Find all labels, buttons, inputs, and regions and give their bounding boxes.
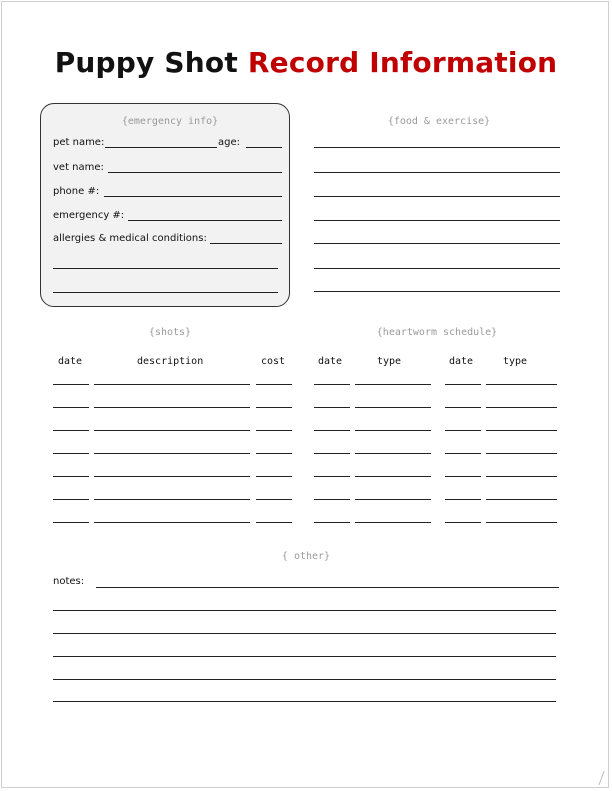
- food-line-2[interactable]: [314, 172, 560, 173]
- emergency-info-box: [40, 103, 290, 307]
- shots-cost-field[interactable]: [256, 384, 292, 385]
- heartworm-col-date-2: date: [449, 356, 474, 367]
- shots-description-field[interactable]: [94, 453, 250, 454]
- phone-label: phone #:: [53, 186, 100, 197]
- notes-line-1[interactable]: [96, 587, 559, 588]
- heartworm-date-field-2[interactable]: [445, 453, 481, 454]
- food-line-4[interactable]: [314, 220, 560, 221]
- shots-description-field[interactable]: [94, 384, 250, 385]
- shots-cost-field[interactable]: [256, 499, 292, 500]
- allergies-label: allergies & medical conditions:: [53, 233, 207, 244]
- heartworm-date-field-2[interactable]: [445, 522, 481, 523]
- heartworm-type-field-1[interactable]: [355, 522, 431, 523]
- emergency-info-heading: {emergency info}: [121, 116, 219, 127]
- heartworm-date-field-1[interactable]: [314, 384, 350, 385]
- notes-line-6[interactable]: [53, 701, 556, 702]
- shots-cost-field[interactable]: [256, 430, 292, 431]
- heartworm-type-field-2[interactable]: [486, 384, 557, 385]
- notes-line-2[interactable]: [53, 610, 556, 611]
- shots-description-field[interactable]: [94, 499, 250, 500]
- food-line-5[interactable]: [314, 243, 560, 244]
- age-field[interactable]: [246, 147, 282, 148]
- emergency-number-label: emergency #:: [53, 210, 125, 221]
- shots-date-field[interactable]: [53, 499, 89, 500]
- age-label: age:: [218, 137, 240, 148]
- food-line-7[interactable]: [314, 291, 560, 292]
- other-heading: { other}: [281, 551, 331, 562]
- shots-date-field[interactable]: [53, 407, 89, 408]
- heartworm-date-field-2[interactable]: [445, 407, 481, 408]
- shots-col-date: date: [58, 356, 83, 367]
- vet-name-field[interactable]: [108, 172, 282, 173]
- vet-name-label: vet name:: [53, 162, 104, 173]
- notes-label: notes:: [53, 576, 85, 587]
- page-title: [0, 46, 612, 79]
- heartworm-date-field-1[interactable]: [314, 476, 350, 477]
- heartworm-date-field-1[interactable]: [314, 407, 350, 408]
- heartworm-type-field-1[interactable]: [355, 499, 431, 500]
- shots-description-field[interactable]: [94, 522, 250, 523]
- food-line-1[interactable]: [314, 147, 560, 148]
- heartworm-date-field-1[interactable]: [314, 499, 350, 500]
- shots-date-field[interactable]: [53, 384, 89, 385]
- heartworm-col-type-2: type: [503, 356, 528, 367]
- phone-field[interactable]: [104, 196, 282, 197]
- heartworm-date-field-2[interactable]: [445, 430, 481, 431]
- heartworm-date-field-2[interactable]: [445, 384, 481, 385]
- notes-line-5[interactable]: [53, 679, 556, 680]
- notes-line-3[interactable]: [53, 633, 556, 634]
- food-exercise-heading: {food & exercise}: [387, 116, 491, 127]
- heartworm-type-field-2[interactable]: [486, 430, 557, 431]
- shots-cost-field[interactable]: [256, 407, 292, 408]
- heartworm-heading: {heartworm schedule}: [376, 327, 498, 338]
- heartworm-col-date-1: date: [318, 356, 343, 367]
- shots-cost-field[interactable]: [256, 522, 292, 523]
- food-line-6[interactable]: [314, 268, 560, 269]
- heartworm-type-field-2[interactable]: [486, 522, 557, 523]
- allergies-line-3[interactable]: [53, 292, 278, 293]
- allergies-field[interactable]: [210, 243, 282, 244]
- food-line-3[interactable]: [314, 196, 560, 197]
- heartworm-date-field-2[interactable]: [445, 476, 481, 477]
- heartworm-type-field-1[interactable]: [355, 476, 431, 477]
- heartworm-type-field-1[interactable]: [355, 384, 431, 385]
- heartworm-col-type-1: type: [377, 356, 402, 367]
- shots-heading: {shots}: [148, 327, 192, 338]
- emergency-number-field[interactable]: [128, 220, 282, 221]
- title-part-1: Puppy Shot: [54, 46, 238, 79]
- allergies-line-2[interactable]: [53, 268, 278, 269]
- shots-col-description: description: [137, 356, 204, 367]
- heartworm-date-field-1[interactable]: [314, 430, 350, 431]
- heartworm-date-field-1[interactable]: [314, 522, 350, 523]
- title-part-2: Record Information: [247, 46, 558, 79]
- shots-cost-field[interactable]: [256, 453, 292, 454]
- heartworm-date-field-2[interactable]: [445, 499, 481, 500]
- shots-date-field[interactable]: [53, 522, 89, 523]
- heartworm-type-field-1[interactable]: [355, 430, 431, 431]
- shots-col-cost: cost: [261, 356, 286, 367]
- heartworm-type-field-2[interactable]: [486, 453, 557, 454]
- pet-name-field[interactable]: [105, 147, 217, 148]
- shots-description-field[interactable]: [94, 407, 250, 408]
- heartworm-type-field-1[interactable]: [355, 453, 431, 454]
- shots-cost-field[interactable]: [256, 476, 292, 477]
- shots-description-field[interactable]: [94, 430, 250, 431]
- heartworm-type-field-2[interactable]: [486, 476, 557, 477]
- heartworm-type-field-1[interactable]: [355, 407, 431, 408]
- shots-description-field[interactable]: [94, 476, 250, 477]
- heartworm-date-field-1[interactable]: [314, 453, 350, 454]
- shots-date-field[interactable]: [53, 476, 89, 477]
- shots-date-field[interactable]: [53, 430, 89, 431]
- notes-line-4[interactable]: [53, 656, 556, 657]
- pet-name-label: pet name:: [53, 137, 105, 148]
- heartworm-type-field-2[interactable]: [486, 499, 557, 500]
- shots-date-field[interactable]: [53, 453, 89, 454]
- heartworm-type-field-2[interactable]: [486, 407, 557, 408]
